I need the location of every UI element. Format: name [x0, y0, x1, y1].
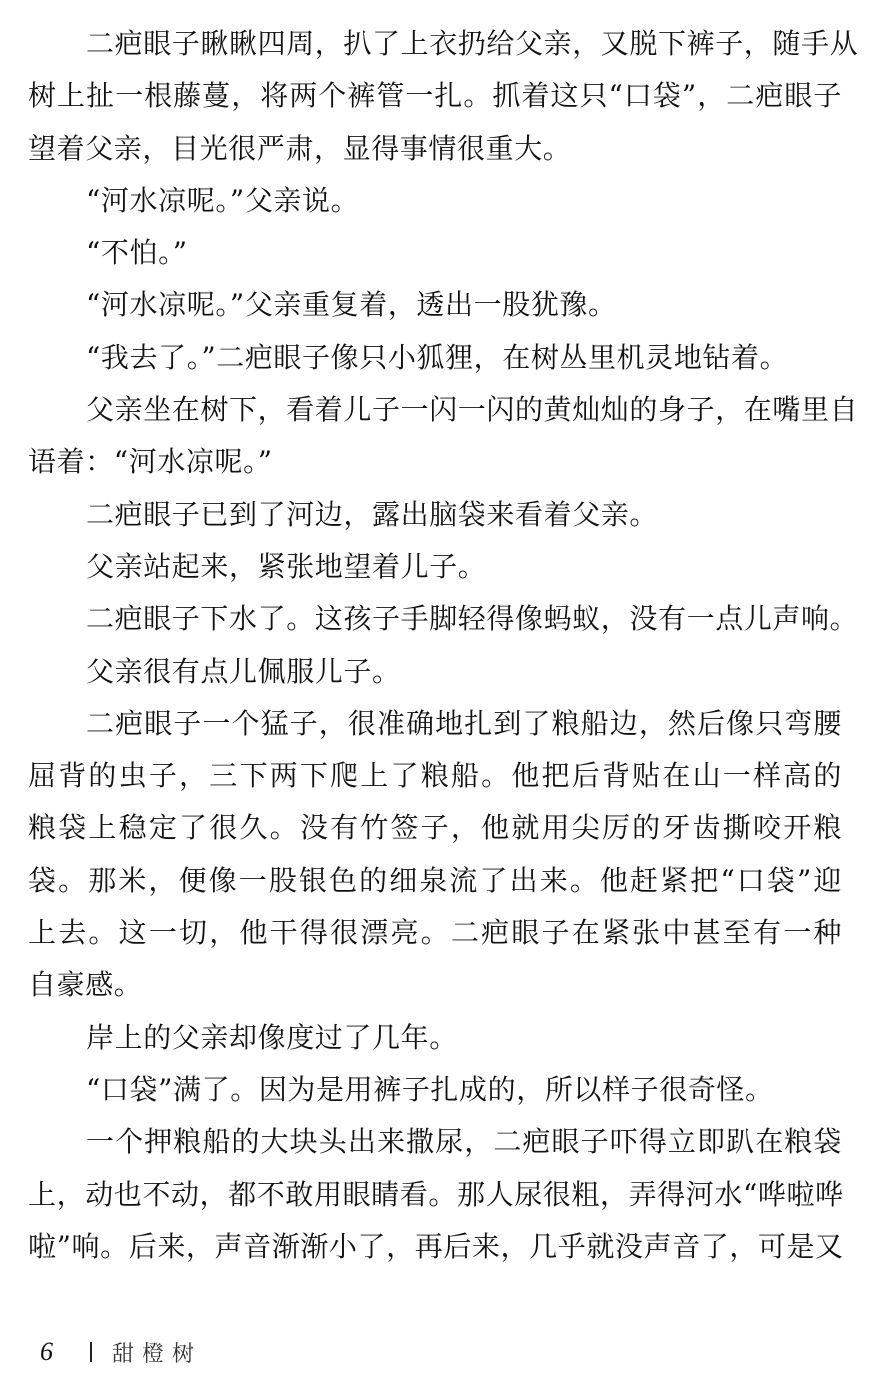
footer-divider: [90, 1342, 92, 1362]
text-line: 树上扯一根藤蔓，将两个裤管一扎。抓着这只“口袋”，二疤眼子: [28, 79, 842, 113]
text-line: “河水凉呢。”父亲说。: [86, 183, 360, 217]
text-line: 上去。这一切，他干得很漂亮。二疤眼子在紧张中甚至有一种: [28, 916, 842, 950]
text-line: 语着：“河水凉呢。”: [28, 445, 273, 479]
text-line: 啦”响。后来，声音渐渐小了，再后来，几乎就没声音了，可是又: [28, 1229, 844, 1263]
text-line: 二疤眼子下水了。这孩子手脚轻得像蚂蚁，没有一点儿声响。: [86, 602, 859, 636]
text-line: 望着父亲，目光很严肃，显得事情很重大。: [28, 131, 572, 165]
page-footer: [40, 1334, 202, 1370]
text-line: 父亲站起来，紧张地望着儿子。: [86, 549, 487, 583]
text-line: 自豪感。: [28, 968, 143, 1002]
page-number: 6: [40, 1337, 53, 1366]
text-line: “不怕。”: [86, 236, 188, 270]
text-line: 一个押粮船的大块头出来撒尿，二疤眼子吓得立即趴在粮袋: [86, 1125, 842, 1159]
book-title: 甜橙树: [112, 1341, 203, 1367]
text-line: 屈背的虫子，三下两下爬上了粮船。他把后背贴在山一样高的: [28, 759, 842, 793]
text-line: 粮袋上稳定了很久。没有竹签子，他就用尖厉的牙齿撕咬开粮: [28, 811, 842, 845]
text-line: 袋。那米，便像一股银色的细泉流了出来。他赶紧把“口袋”迎: [28, 863, 842, 897]
text-line: 二疤眼子一个猛子，很准确地扎到了粮船边，然后像只弯腰: [86, 706, 842, 740]
text-line: “河水凉呢。”父亲重复着，透出一股犹豫。: [86, 288, 617, 322]
text-line: 上，动也不动，都不敢用眼睛看。那人尿很粗，弄得河水“哗啦哗: [28, 1177, 844, 1211]
text-line: 父亲坐在树下，看着儿子一闪一闪的黄灿灿的身子，在嘴里自: [86, 393, 859, 427]
text-line: 二疤眼子瞅瞅四周，扒了上衣扔给父亲，又脱下裤子，随手从: [86, 27, 859, 60]
page-body: [28, 18, 859, 1273]
text-line: “口袋”满了。因为是用裤子扎成的，所以样子很奇怪。: [86, 1072, 774, 1106]
text-line: 岸上的父亲却像度过了几年。: [86, 1020, 458, 1054]
text-line: “我去了。”二疤眼子像只小狐狸，在树丛里机灵地钻着。: [86, 340, 789, 374]
text-line: 二疤眼子已到了河边，露出脑袋来看着父亲。: [86, 497, 659, 531]
text-line: 父亲很有点儿佩服儿子。: [86, 654, 401, 688]
